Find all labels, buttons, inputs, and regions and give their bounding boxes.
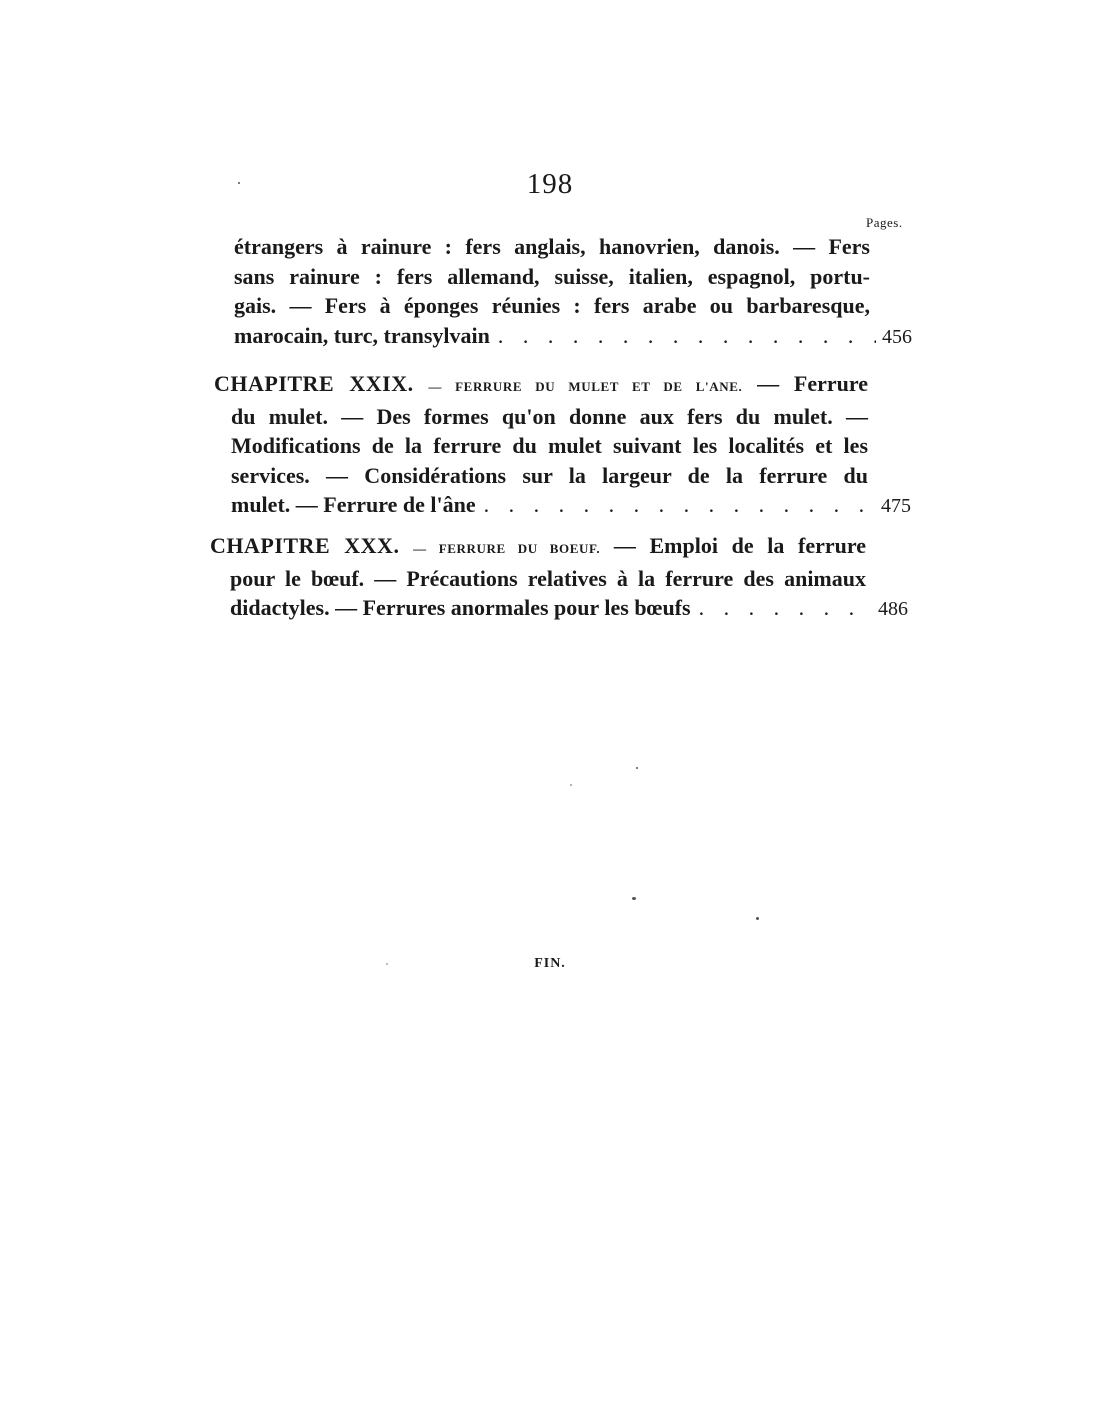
toc-line: gais. — Fers à éponges réunies : fers arabe ou barbaresque,: [234, 293, 870, 318]
dot-leader: [484, 490, 875, 520]
toc-line-last: [214, 490, 911, 522]
pages-column-label: Pages.: [866, 215, 903, 230]
toc-line: sans rainure : fers allemand, suisse, italien, espagnol, portu-: [234, 263, 870, 289]
toc-line-last: [234, 321, 912, 353]
toc-line: pour le bœuf. — Précautions relatives à la ferrure des animaux: [230, 565, 866, 591]
toc-line: Modifications de la ferrure du mulet suivant les localités et les: [231, 433, 868, 458]
toc-line: étrangers à rainure : fers anglais, hanovrien, danois. — Fers: [234, 234, 870, 259]
scan-speck: [570, 784, 572, 786]
toc-line-text: didactyles. — Ferrures anormales pour les bœufs: [230, 595, 691, 620]
toc-entry-chapter-30: [210, 531, 908, 625]
scan-speck: [636, 767, 638, 769]
chapter-title: — FERRURE DU MULET ET DE L'ANE.: [428, 379, 743, 394]
scan-speck: [386, 963, 388, 965]
toc-entry-continuation: [234, 232, 912, 352]
toc-line-text: mulet. — Ferrure de l'âne: [231, 492, 476, 517]
chapter-number: CHAPITRE XXX.: [210, 533, 400, 558]
chapter-number: CHAPITRE XXIX.: [214, 371, 414, 396]
page-reference: 456: [882, 325, 912, 348]
toc-line-text: — Emploi de la ferrure: [613, 533, 867, 558]
scan-speck: [238, 182, 240, 184]
page-reference: 475: [881, 495, 911, 517]
page-reference: 486: [878, 598, 908, 620]
toc-line-last: [210, 593, 908, 625]
toc-entry-chapter-29: [214, 369, 911, 522]
dot-leader: [699, 593, 872, 623]
toc-line-text: marocain, turc, transylvain: [234, 322, 490, 348]
chapter-title: — FERRURE DU BOEUF.: [413, 541, 601, 556]
scan-speck: [632, 897, 636, 900]
dot-leader: [498, 321, 876, 351]
scan-speck: [756, 917, 759, 920]
toc-line: services. — Considérations sur la largeur de la ferrure du: [231, 462, 868, 488]
page-number: 198: [526, 168, 574, 200]
toc-line-chapter-heading: [214, 369, 868, 402]
toc-line-chapter-heading: [210, 531, 866, 564]
toc-line: du mulet. — Des formes qu'on donne aux fers du mulet. —: [231, 403, 868, 429]
toc-line-text: — Ferrure: [757, 371, 868, 396]
end-marker: FIN.: [534, 956, 566, 971]
